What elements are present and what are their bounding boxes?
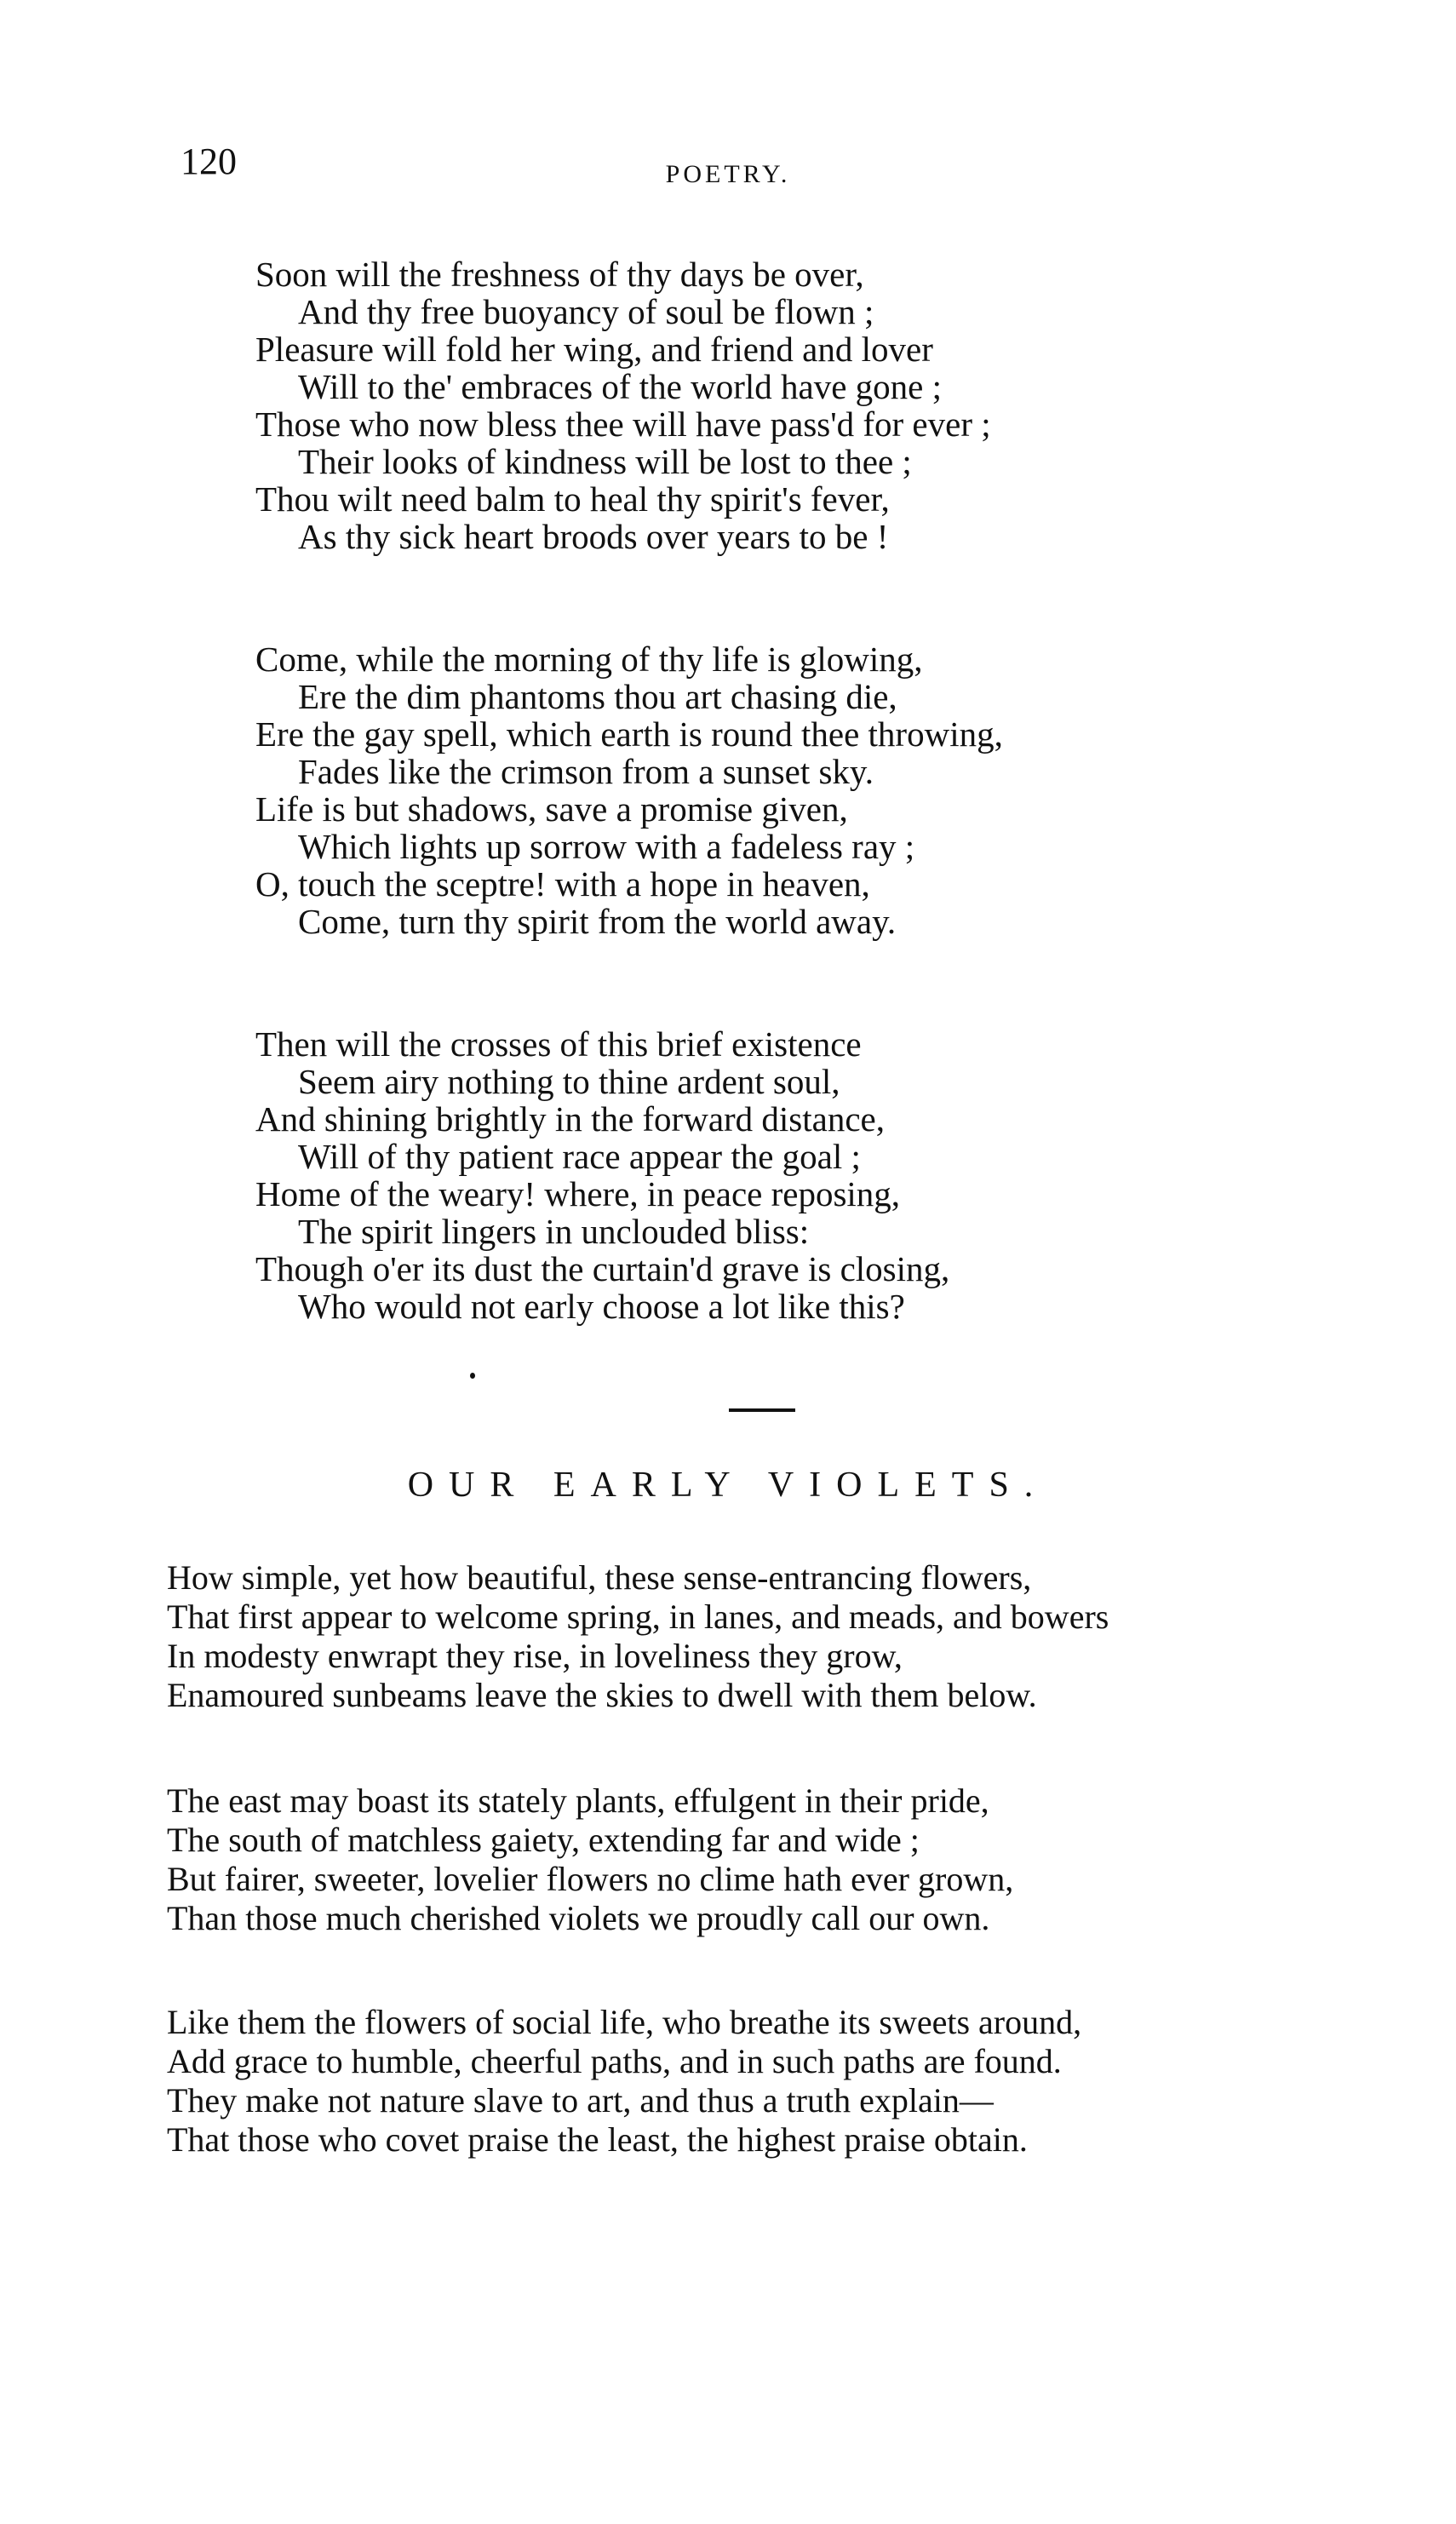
poem-line: Ere the gay spell, which earth is round thee throwing, <box>255 714 1003 754</box>
poem-title: OUR EARLY VIOLETS. <box>407 1466 1049 1505</box>
poem-line: Add grace to humble, cheerful paths, and in such paths are found. <box>167 2042 1062 2080</box>
poem-line: But fairer, sweeter, lovelier flowers no clime hath ever grown, <box>167 1860 1014 1898</box>
poem-line: Those who now bless thee will have pass'd for ever ; <box>255 404 991 444</box>
poem-line: Home of the weary! where, in peace reposing, <box>255 1174 901 1213</box>
poem-line: Life is but shadows, save a promise given, <box>255 789 848 829</box>
poem-line: That those who covet praise the least, the highest praise obtain. <box>167 2120 1028 2159</box>
poem-line: Though o'er its dust the curtain'd grave is closing, <box>255 1249 950 1288</box>
poem-line: Will of thy patient race appear the goal ; <box>298 1137 861 1176</box>
poem-stanza <box>167 2003 1081 2160</box>
poem-line: Come, while the morning of thy life is glowing, <box>255 640 923 679</box>
poem-line: Their looks of kindness will be lost to thee ; <box>298 442 912 481</box>
poem-line: And thy free buoyancy of soul be flown ; <box>298 292 874 331</box>
poem-stanza <box>255 1025 949 1325</box>
poem-line: Thou wilt need balm to heal thy spirit's fever, <box>255 479 890 519</box>
poem-line: Seem airy nothing to thine ardent soul, <box>298 1062 840 1101</box>
poem-line: And shining brightly in the forward distance, <box>255 1099 886 1139</box>
poem-line: Ere the dim phantoms thou art chasing die, <box>298 677 897 716</box>
poem-line: Then will the crosses of this brief existence <box>255 1024 862 1064</box>
poem-stanza <box>255 255 991 555</box>
poem-line: As thy sick heart broods over years to be ! <box>298 517 889 556</box>
poem-stanza <box>167 1781 1013 1938</box>
poem-stanza <box>167 1558 1109 1715</box>
poem-line: Pleasure will fold her wing, and friend and lover <box>255 330 933 369</box>
poem-line: The spirit lingers in unclouded bliss: <box>298 1212 810 1251</box>
poem-line: In modesty enwrapt they rise, in loveliness they grow, <box>167 1637 903 1675</box>
poem-line: O, touch the sceptre! with a hope in heaven, <box>255 864 870 903</box>
poem-line: Soon will the freshness of thy days be over, <box>255 255 864 294</box>
poem-line: Which lights up sorrow with a fadeless ray ; <box>298 827 915 866</box>
poem-line: Like them the flowers of social life, who breathe its sweets around, <box>167 2003 1082 2041</box>
print-speck <box>470 1373 475 1379</box>
poem-line: The east may boast its stately plants, effulgent in their pride, <box>167 1781 989 1820</box>
poem-line: That first appear to welcome spring, in lanes, and meads, and bowers <box>167 1598 1109 1636</box>
poem-line: Enamoured sunbeams leave the skies to dwell with them below. <box>167 1676 1037 1714</box>
section-divider-rule <box>729 1408 795 1412</box>
poem-line: Come, turn thy spirit from the world away. <box>298 902 897 941</box>
poem-line: How simple, yet how beautiful, these sense-entrancing flowers, <box>167 1558 1032 1597</box>
poem-stanza <box>255 640 1003 940</box>
poem-line: Who would not early choose a lot like this? <box>298 1287 905 1326</box>
poem-line: They make not nature slave to art, and thus a truth explain— <box>167 2081 994 2120</box>
poem-line: Fades like the crimson from a sunset sky. <box>298 752 874 791</box>
poem-line: Than those much cherished violets we proudly call our own. <box>167 1899 990 1937</box>
page-number: 120 <box>181 141 237 182</box>
poem-line: Will to the' embraces of the world have gone ; <box>298 367 943 406</box>
running-head: POETRY. <box>665 160 791 188</box>
poem-line: The south of matchless gaiety, extending far and wide ; <box>167 1821 920 1859</box>
